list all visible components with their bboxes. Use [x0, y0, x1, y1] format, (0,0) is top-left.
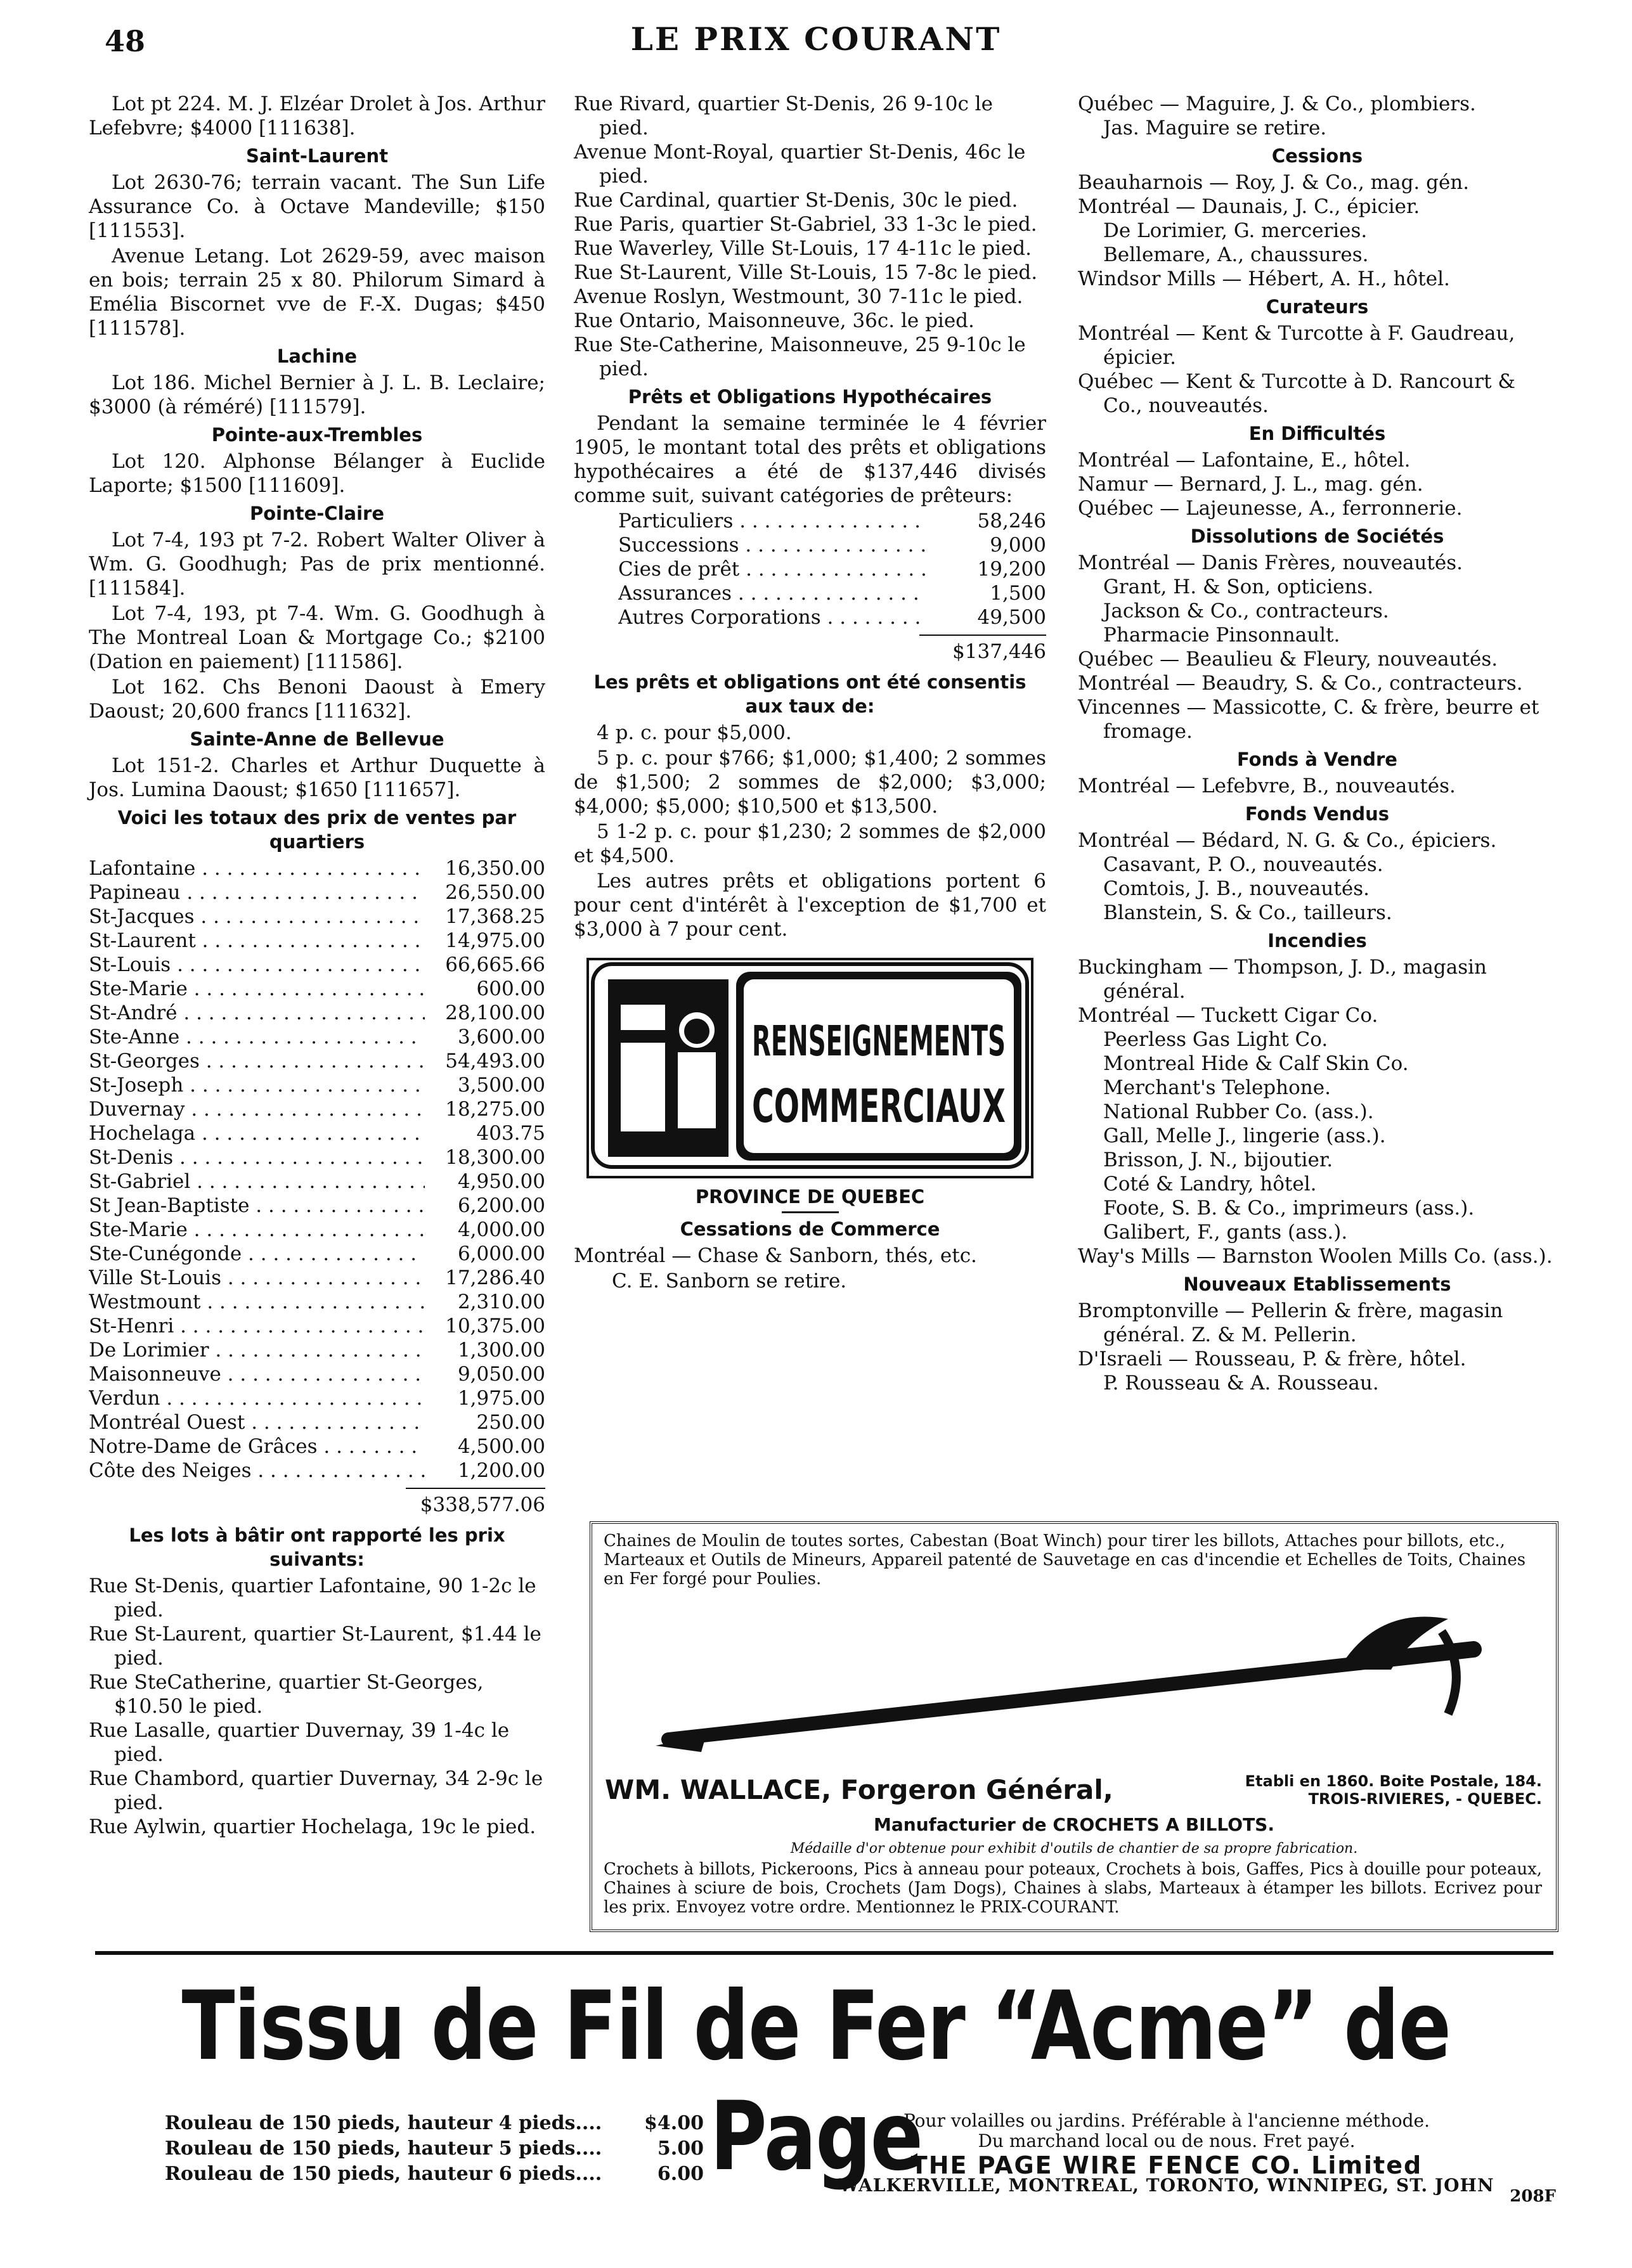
lot-entry: Rue Aylwin, quartier Hochelaga, 19c le pied.: [89, 1815, 536, 1838]
price-value: 5.00: [657, 2137, 704, 2160]
totals-row: [89, 953, 545, 977]
totals-row: [89, 1290, 545, 1314]
lot-entry: Rue Lasalle, quartier Duvernay, 39 1-4c le pied.: [89, 1719, 510, 1766]
district-value: 10,375.00: [445, 1315, 545, 1337]
district-value: 6,200.00: [457, 1194, 545, 1217]
paragraph: Lot 186. Michel Bernier à J. L. B. Leclaire; $3000 (à réméré) [111579].: [89, 371, 545, 418]
district-name: St-Georges . . .: [89, 1049, 425, 1073]
price-value: $4.00: [644, 2112, 704, 2134]
district-value: 2,310.00: [457, 1291, 545, 1313]
district-name: Ville St-Louis . . .: [89, 1266, 425, 1290]
entry: Galibert, F., gants (ass.).: [1103, 1221, 1348, 1244]
district-name: Maisonneuve . . .: [89, 1362, 425, 1386]
lender-amount: 1,500: [990, 582, 1046, 605]
entry: Montréal — Lafontaine, E., hôtel.: [1078, 449, 1411, 472]
loans-total: $137,446: [919, 635, 1046, 664]
loans-row: [618, 533, 1046, 557]
entry: Montreal Hide & Calf Skin Co.: [1103, 1052, 1409, 1075]
acme-company: THE PAGE WIRE FENCE CO. Limited: [910, 2151, 1423, 2179]
entry: Montréal — Beaudry, S. & Co., contracteurs.: [1078, 672, 1523, 695]
totals-row: [89, 1194, 545, 1218]
province-heading: PROVINCE DE QUEBEC: [695, 1186, 925, 1208]
totals-row: [89, 1410, 545, 1434]
lender-amount: 9,000: [990, 534, 1046, 557]
price-label: Rouleau de 150 pieds, hauteur 6 pieds....: [165, 2163, 602, 2185]
totals-row: [89, 856, 545, 880]
paragraph: Pendant la semaine terminée le 4 février 1905, le montant total des prêts et obligations hypothécaires a été de $137,446 divisés comme suit, suivant catégories de prêteurs:: [574, 412, 1046, 507]
entry: Montréal — Lefebvre, B., nouveautés.: [1078, 775, 1456, 797]
district-name: St-Joseph . . .: [89, 1073, 425, 1097]
column-1: [89, 92, 545, 1839]
lender-category: Assurances . . .: [618, 581, 926, 605]
rate-paragraph: 5 1-2 p. c. pour $1,230; 2 sommes de $2,000 et $4,500.: [574, 820, 1046, 867]
entry: Merchant's Telephone.: [1103, 1076, 1331, 1099]
price-label: Rouleau de 150 pieds, hauteur 4 pieds....: [165, 2112, 602, 2134]
column-2: [574, 92, 1046, 1294]
entry: Montréal — Bédard, N. G. & Co., épiciers.: [1078, 829, 1497, 852]
district-value: 28,100.00: [445, 1002, 545, 1024]
entry: Jackson & Co., contracteurs.: [1103, 600, 1389, 622]
entry: Montréal — Kent & Turcotte à F. Gaudreau, épicier.: [1078, 322, 1515, 369]
totals-row: [89, 1434, 545, 1459]
district-value: 6,000.00: [457, 1242, 545, 1265]
totals-row: [89, 1169, 545, 1194]
entry: Montréal — Danis Frères, nouveautés.: [1078, 551, 1463, 574]
lot-entry: Rue Paris, quartier St-Gabriel, 33 1-3c le pied.: [574, 213, 1037, 236]
totals-row: [89, 1314, 545, 1338]
district-value: 3,600.00: [457, 1026, 545, 1048]
entry: Bromptonville — Pellerin & frère, magasin général. Z. & M. Pellerin.: [1078, 1299, 1503, 1346]
banner-line1: RENSEIGNEMENTS: [752, 1017, 1006, 1066]
totals-row: [89, 1025, 545, 1049]
acme-title: Tissu de Fil de Fer “Acme” de Page: [181, 1971, 1451, 2192]
loans-row: [618, 605, 1046, 629]
section-heading: Lachine: [276, 345, 358, 367]
lender-amount: 49,500: [977, 606, 1046, 629]
district-value: 600.00: [476, 977, 545, 1000]
district-name: Papineau . . .: [89, 880, 425, 905]
entry: Casavant, P. O., nouveautés.: [1103, 853, 1383, 876]
totals-list: [89, 856, 545, 1483]
section-heading: Fonds à Vendre: [1237, 749, 1397, 770]
entry: Windsor Mills — Hébert, A. H., hôtel.: [1078, 267, 1450, 290]
totals-row: [89, 977, 545, 1001]
district-name: St-Gabriel . . .: [89, 1169, 425, 1194]
paragraph: Lot 7-4, 193, pt 7-4. Wm. G. Goodhugh à The Montreal Loan & Mortgage Co.; $2100 (Dation en paiement) [111586].: [89, 602, 545, 673]
entry: Gall, Melle J., lingerie (ass.).: [1103, 1124, 1386, 1147]
district-value: 18,275.00: [445, 1098, 545, 1121]
entry: Grant, H. & Son, opticiens.: [1103, 576, 1374, 598]
rate-paragraph: 5 p. c. pour $766; $1,000; $1,400; 2 sommes de $1,500; 2 sommes de $2,000; $3,000; $4,000; $5,000; $10,500 et $13,500.: [574, 747, 1046, 818]
district-value: 1,975.00: [457, 1387, 545, 1410]
totals-row: [89, 1266, 545, 1290]
entry: P. Rousseau & A. Rousseau.: [1103, 1372, 1379, 1395]
entry: C. E. Sanborn se retire.: [612, 1270, 847, 1292]
district-value: 66,665.66: [445, 953, 545, 976]
loans-heading: Prêts et Obligations Hypothécaires: [628, 386, 992, 408]
lots-list: [574, 92, 1046, 381]
log-hook-icon: [630, 1594, 1518, 1765]
totals-row: [89, 929, 545, 953]
loans-row: [618, 509, 1046, 533]
entry: Québec — Beaulieu & Fleury, nouveautés.: [1078, 648, 1498, 671]
section-heading: Pointe-aux-Trembles: [211, 424, 423, 446]
totals-row: [89, 1362, 545, 1386]
section-heading: Pointe-Claire: [249, 503, 385, 524]
district-value: 1,200.00: [457, 1459, 545, 1482]
ad-established-line: Etabli en 1860. Boite Postale, 184.: [1245, 1772, 1542, 1790]
entry: Buckingham — Thompson, J. D., magasin général.: [1078, 956, 1487, 1003]
district-value: 17,286.40: [445, 1266, 545, 1289]
paragraph: Lot pt 224. M. J. Elzéar Drolet à Jos. Arthur Lefebvre; $4000 [111638].: [89, 93, 545, 139]
entry: Foote, S. B. & Co., imprimeurs (ass.).: [1103, 1197, 1475, 1220]
district-value: 4,000.00: [457, 1218, 545, 1241]
entry: De Lorimier, G. merceries.: [1103, 219, 1368, 242]
lot-entry: Rue Cardinal, quartier St-Denis, 30c le pied.: [574, 189, 1018, 212]
district-value: 4,500.00: [457, 1435, 545, 1458]
entry: Bellemare, A., chaussures.: [1103, 243, 1369, 266]
lender-amount: 58,246: [977, 510, 1046, 532]
entry: Coté & Landry, hôtel.: [1103, 1173, 1317, 1195]
paragraph: Lot 7-4, 193 pt 7-2. Robert Walter Oliver à Wm. G. Goodhugh; Pas de prix mentionné. [111584].: [89, 529, 545, 600]
lots-heading: Les lots à bâtir ont rapporté les prix suivants:: [129, 1524, 505, 1570]
price-row: [165, 2162, 704, 2187]
lender-amount: 19,200: [977, 558, 1046, 581]
totals-sum: $338,577.06: [406, 1488, 545, 1517]
totals-row: [89, 1145, 545, 1169]
entry: Québec — Lajeunesse, A., ferronnerie.: [1078, 497, 1463, 520]
paragraph: Lot 2630-76; terrain vacant. The Sun Life Assurance Co. à Octave Mandeville; $150 [111553].: [89, 171, 545, 242]
district-value: 54,493.00: [445, 1050, 545, 1073]
district-name: Ste-Marie . . .: [89, 1218, 425, 1242]
district-value: 9,050.00: [457, 1363, 545, 1386]
column-3: [1078, 92, 1557, 1395]
divider: [95, 1951, 1553, 1955]
totals-row: [89, 1073, 545, 1097]
district-name: St-Denis . . .: [89, 1145, 425, 1169]
ad-medal: Médaille d'or obtenue pour exhibit d'outils de chantier de sa propre fabrication.: [790, 1841, 1358, 1857]
cessations-heading: Cessations de Commerce: [680, 1218, 940, 1240]
district-name: De Lorimier . . .: [89, 1338, 425, 1362]
totals-row: [89, 1097, 545, 1121]
paragraph: Lot 162. Chs Benoni Daoust à Emery Daoust; 20,600 francs [111632].: [89, 676, 545, 723]
entry: Blanstein, S. & Co., tailleurs.: [1103, 901, 1392, 924]
lot-entry: Avenue Mont-Royal, quartier St-Denis, 46c le pied.: [574, 141, 1026, 188]
district-value: 14,975.00: [445, 929, 545, 952]
rates-list: [574, 721, 1046, 941]
banner-line2: COMMERCIAUX: [752, 1079, 1006, 1133]
lender-category: Particuliers . . .: [618, 509, 926, 533]
entry: Jas. Maguire se retire.: [1103, 117, 1327, 139]
page-number: 48: [105, 24, 146, 58]
lots-list: [89, 1574, 545, 1839]
lot-entry: Rue Ste-Catherine, Maisonneuve, 25 9-10c le pied.: [574, 333, 1026, 380]
district-name: St Jean-Baptiste . . .: [89, 1194, 425, 1218]
section-heading: Dissolutions de Sociétés: [1190, 525, 1444, 547]
district-value: 1,300.00: [457, 1339, 545, 1362]
lender-category: Successions . . .: [618, 533, 926, 557]
district-value: 3,500.00: [457, 1074, 545, 1097]
district-name: St-Jacques . . .: [89, 905, 425, 929]
section-heading: Curateurs: [1266, 296, 1369, 318]
totals-row: [89, 1459, 545, 1483]
totals-row: [89, 1386, 545, 1410]
price-value: 6.00: [657, 2163, 704, 2185]
lot-entry: Avenue Roslyn, Westmount, 30 7-11c le pied.: [574, 285, 1023, 308]
district-name: St-Laurent . . .: [89, 929, 425, 953]
price-label: Rouleau de 150 pieds, hauteur 5 pieds....: [165, 2137, 602, 2160]
district-name: Verdun . . .: [89, 1386, 425, 1410]
entry: Brisson, J. N., bijoutier.: [1103, 1149, 1333, 1171]
district-value: 26,550.00: [445, 881, 545, 904]
district-value: 403.75: [476, 1122, 545, 1145]
district-value: 16,350.00: [445, 857, 545, 880]
acme-line: Pour volailles ou jardins. Préférable à l'ancienne méthode.: [903, 2110, 1430, 2131]
price-row: [165, 2136, 704, 2162]
acme-cities: WALKERVILLE, MONTREAL, TORONTO, WINNIPEG, ST. JOHN: [839, 2175, 1494, 2196]
district-name: St-André . . .: [89, 1001, 425, 1025]
banner-illustration: [589, 960, 1031, 1171]
district-name: St-Henri . . .: [89, 1314, 425, 1338]
divider: [782, 1211, 839, 1213]
district-value: 17,368.25: [445, 905, 545, 928]
ad-name: WM. WALLACE, Forgeron Général,: [605, 1774, 1113, 1805]
district-name: Lafontaine . . .: [89, 856, 425, 880]
totals-row: [89, 1049, 545, 1073]
rate-paragraph: 4 p. c. pour $5,000.: [597, 721, 792, 744]
lender-category: Autres Corporations . . .: [618, 605, 926, 629]
acme-right: [786, 2111, 1547, 2196]
entry: Montréal — Tuckett Cigar Co.: [1078, 1004, 1378, 1027]
entry: D'Israeli — Rousseau, P. & frère, hôtel.: [1078, 1348, 1467, 1370]
district-name: Hochelaga . . .: [89, 1121, 425, 1145]
section-heading: Sainte-Anne de Bellevue: [190, 728, 444, 750]
district-name: Ste-Anne . . .: [89, 1025, 425, 1049]
entry: Québec — Kent & Turcotte à D. Rancourt & Co., nouveautés.: [1078, 370, 1515, 417]
acme-price-list: [165, 2111, 704, 2187]
totals-row: [89, 1121, 545, 1145]
acme-code: 208F: [1510, 2187, 1556, 2206]
totals-row: [89, 880, 545, 905]
ad-manufacturer: Manufacturier de CROCHETS A BILLOTS.: [874, 1814, 1274, 1835]
entry: Way's Mills — Barnston Woolen Mills Co. (ass.).: [1078, 1245, 1553, 1268]
lot-entry: Rue St-Laurent, Ville St-Louis, 15 7-8c le pied.: [574, 261, 1038, 284]
entry: Beauharnois — Roy, J. & Co., mag. gén.: [1078, 171, 1470, 194]
ad-location-line: TROIS-RIVIERES, - QUEBEC.: [1308, 1790, 1542, 1808]
section-heading: Cessions: [1271, 145, 1363, 167]
district-value: 250.00: [476, 1411, 545, 1434]
loans-row: [618, 557, 1046, 581]
wallace-advertisement: [590, 1521, 1558, 1932]
lot-entry: Rue SteCatherine, quartier St-Georges, $10.50 le pied.: [89, 1671, 484, 1718]
col3-sections: [1078, 144, 1557, 1395]
totals-row: [89, 1242, 545, 1266]
district-name: St-Louis . . .: [89, 953, 425, 977]
lot-entry: Rue Ontario, Maisonneuve, 36c. le pied.: [574, 309, 975, 332]
district-value: 4,950.00: [457, 1170, 545, 1193]
ad-established: [1187, 1772, 1542, 1808]
entry: Peerless Gas Light Co.: [1103, 1028, 1328, 1051]
lot-entry: Rue Rivard, quartier St-Denis, 26 9-10c le pied.: [574, 93, 993, 139]
entry: Montréal — Chase & Sanborn, thés, etc.: [574, 1244, 977, 1267]
acme-line: Du marchand local ou de nous. Fret payé.: [978, 2130, 1356, 2151]
entry: Vincennes — Massicotte, C. & frère, beurre et fromage.: [1078, 696, 1539, 743]
lot-entry: Rue St-Denis, quartier Lafontaine, 90 1-2c le pied.: [89, 1575, 536, 1621]
banner-renseignements: [586, 958, 1033, 1178]
ad-bottom-text: Crochets à billots, Pickeroons, Pics à anneau pour poteaux, Crochets à bois, Gaffes, Pics à douille pour poteaux, Chaines à sciure de bois, Crochets (Jam Dogs), Chaines à slabs, Marteaux à étamper les billots. Ecrivez pour les prix. Envoyez votre ordre. Mentionnez le PRIX-COURANT.: [604, 1860, 1542, 1917]
district-name: Duvernay . . .: [89, 1097, 425, 1121]
rates-heading: Les prêts et obligations ont été consentis aux taux de:: [593, 671, 1026, 717]
district-name: Côte des Neiges . . .: [89, 1459, 425, 1483]
district-value: 18,300.00: [445, 1146, 545, 1169]
price-row: [165, 2111, 704, 2136]
loans-row: [618, 581, 1046, 605]
district-name: Notre-Dame de Grâces . . .: [89, 1434, 425, 1459]
loans-table: [618, 509, 1046, 629]
totals-row: [89, 905, 545, 929]
district-name: Ste-Marie . . .: [89, 977, 425, 1001]
entry: Pharmacie Pinsonnault.: [1103, 624, 1340, 647]
entry: Comtois, J. B., nouveautés.: [1103, 877, 1370, 900]
totals-row: [89, 1338, 545, 1362]
paragraph: Lot 151-2. Charles et Arthur Duquette à Jos. Lumina Daoust; $1650 [111657].: [89, 754, 545, 801]
entry: National Rubber Co. (ass.).: [1103, 1100, 1374, 1123]
paragraph: Avenue Letang. Lot 2629-59, avec maison en bois; terrain 25 x 80. Philorum Simard à Emélia Biscornet vve de F.-X. Dugas; $450 [111578].: [89, 245, 545, 340]
district-name: Montréal Ouest . . .: [89, 1410, 425, 1434]
section-heading: Saint-Laurent: [245, 145, 389, 167]
section-heading: Nouveaux Etablissements: [1183, 1273, 1451, 1295]
lot-entry: Rue Chambord, quartier Duvernay, 34 2-9c le pied.: [89, 1767, 543, 1814]
district-name: Westmount . . .: [89, 1290, 425, 1314]
section-heading: En Difficultés: [1248, 423, 1386, 444]
lender-category: Cies de prêt . . .: [618, 557, 926, 581]
lot-entry: Rue Waverley, Ville St-Louis, 17 4-11c le pied.: [574, 237, 1032, 260]
entry: Namur — Bernard, J. L., mag. gén.: [1078, 473, 1423, 496]
totals-row: [89, 1001, 545, 1025]
entry: Montréal — Daunais, J. C., épicier.: [1078, 195, 1420, 218]
entry: Québec — Maguire, J. & Co., plombiers.: [1078, 93, 1476, 115]
section-heading: Fonds Vendus: [1245, 803, 1390, 825]
rate-paragraph: Les autres prêts et obligations portent 6 pour cent d'intérêt à l'exception de $1,700 et $3,000 à 7 pour cent.: [574, 870, 1046, 941]
district-name: Ste-Cunégonde . . .: [89, 1242, 425, 1266]
totals-heading: Voici les totaux des prix de ventes par quartiers: [117, 807, 517, 853]
paragraph: Lot 120. Alphonse Bélanger à Euclide Laporte; $1500 [111609].: [89, 450, 545, 497]
running-head: LE PRIX COURANT: [630, 20, 1002, 58]
ad-top-text: Chaines de Moulin de toutes sortes, Cabestan (Boat Winch) pour tirer les billots, Attaches pour billots, etc., Marteaux et Outils de Mineurs, Appareil patenté de Sauvetage en cas d'incendie et Echelles de Toits, Chaines en Fer forgé pour Poulies.: [604, 1531, 1526, 1588]
section-heading: Incendies: [1267, 930, 1367, 951]
totals-row: [89, 1218, 545, 1242]
lot-entry: Rue St-Laurent, quartier St-Laurent, $1.44 le pied.: [89, 1623, 541, 1670]
